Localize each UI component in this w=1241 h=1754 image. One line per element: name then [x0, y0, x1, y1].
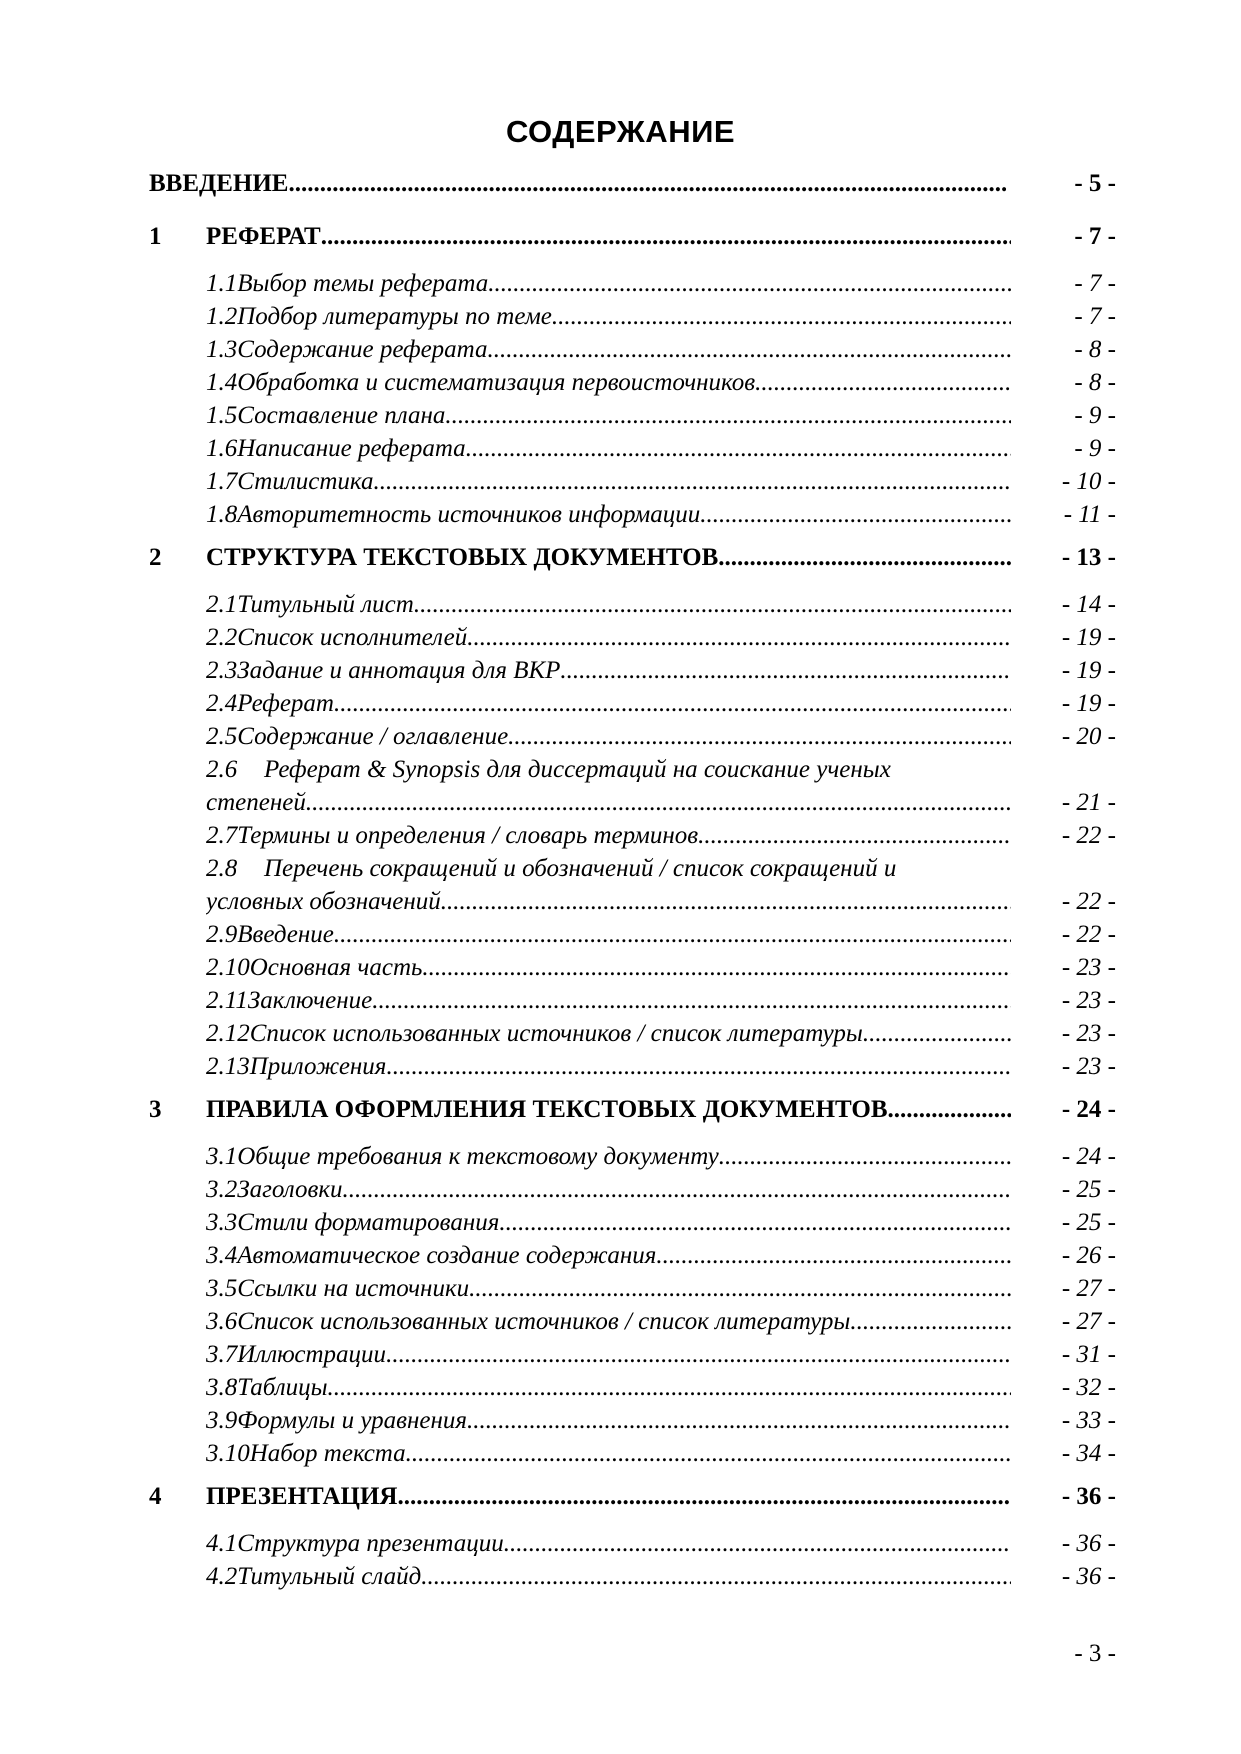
toc-entry-chapter[interactable] — [149, 542, 1116, 574]
toc-section-number: 3.3 — [206, 1209, 238, 1236]
toc-entry-section[interactable] — [149, 1174, 1116, 1206]
toc-entry-section[interactable] — [149, 1372, 1116, 1404]
toc-entry-section[interactable] — [149, 1306, 1116, 1338]
toc-entry-title: Реферат — [237, 690, 334, 717]
toc-entry-title: Общие требования к текстовому документу — [237, 1143, 719, 1170]
toc-section-number: 3.9 — [206, 1407, 238, 1434]
toc-page-number: - 7 - — [1074, 223, 1116, 250]
toc-entry-section[interactable] — [149, 268, 1116, 300]
toc-entry-section[interactable] — [149, 688, 1116, 720]
toc-page-number: - 33 - — [1061, 1407, 1116, 1434]
toc-entry-title: Заголовки — [237, 1176, 343, 1203]
toc-entry-section[interactable] — [149, 1207, 1116, 1239]
toc-entry-title: Подбор литературы по теме — [237, 303, 552, 330]
toc-chapter-number: 3 — [149, 1096, 162, 1123]
toc-section-number: 1.6 — [206, 435, 238, 462]
toc-entry-section[interactable] — [149, 985, 1116, 1017]
toc-section-number: 2.8 — [206, 855, 238, 882]
toc-entry-section[interactable] — [149, 1240, 1116, 1272]
toc-page-number: - 5 - — [1074, 170, 1116, 197]
toc-section-number: 2.6 — [206, 756, 238, 783]
toc-entry-section[interactable] — [149, 952, 1116, 984]
toc-entry-section[interactable] — [149, 1405, 1116, 1437]
toc-page-number: - 20 - — [1061, 723, 1116, 750]
toc-entry-section[interactable] — [149, 301, 1116, 333]
toc-entry-section[interactable] — [149, 1438, 1116, 1470]
toc-entry-title: Список использованных источников / список литературы — [249, 1020, 863, 1047]
toc-section-number: 2.13 — [206, 1053, 250, 1080]
toc-page-number: - 27 - — [1061, 1275, 1116, 1302]
toc-entry-section[interactable] — [149, 820, 1116, 852]
toc-entry-title: Термины и определения / словарь терминов — [237, 822, 699, 849]
toc-entry-section[interactable] — [149, 334, 1116, 366]
toc-section-number: 3.8 — [206, 1374, 238, 1401]
toc-chapter-number: 2 — [149, 544, 162, 571]
toc-entry-section[interactable] — [149, 721, 1116, 753]
toc-section-number: 2.12 — [206, 1020, 250, 1047]
toc-entry-section[interactable] — [149, 1018, 1116, 1050]
toc-page-number: - 10 - — [1061, 468, 1116, 495]
toc-page-number: - 27 - — [1061, 1308, 1116, 1335]
toc-entry-chapter[interactable] — [149, 1481, 1116, 1513]
toc-entry-section[interactable] — [149, 433, 1116, 465]
toc-page-number: - 32 - — [1061, 1374, 1116, 1401]
toc-page-number: - 26 - — [1061, 1242, 1116, 1269]
toc-page-number: - 23 - — [1061, 987, 1116, 1014]
toc-chapter-number: 1 — [149, 223, 162, 250]
toc-page-number: - 19 - — [1061, 690, 1116, 717]
toc-page-number: - 21 - — [1061, 789, 1116, 816]
toc-page-number: - 9 - — [1074, 435, 1116, 462]
toc-section-number: 2.3 — [206, 657, 238, 684]
toc-entry-section[interactable] — [149, 919, 1116, 951]
toc-page-number: - 23 - — [1061, 1053, 1116, 1080]
toc-section-number: 3.2 — [206, 1176, 238, 1203]
toc-section-number: 2.2 — [206, 624, 238, 651]
toc-section-number: 3.10 — [206, 1440, 250, 1467]
toc-entry-section[interactable] — [149, 589, 1116, 621]
toc-entry-title: Таблицы — [237, 1374, 328, 1401]
toc-entry-title: Титульный слайд — [237, 1563, 422, 1590]
toc-entry-title: РЕФЕРАТ — [206, 223, 321, 250]
toc-entry-title-continued: степеней — [206, 789, 306, 816]
toc-section-number: 2.7 — [206, 822, 238, 849]
toc-entry-section[interactable] — [149, 1141, 1116, 1173]
toc-page-number: - 7 - — [1074, 270, 1116, 297]
toc-entry-title: Ссылки на источники — [237, 1275, 470, 1302]
toc-entry-title: Заключение — [247, 987, 373, 1014]
toc-section-number: 2.4 — [206, 690, 238, 717]
toc-page-number: - 25 - — [1061, 1176, 1116, 1203]
toc-entry-title: Формулы и уравнения — [237, 1407, 467, 1434]
toc-entry-title: Список использованных источников / список литературы — [237, 1308, 851, 1335]
toc-entry-intro[interactable] — [149, 168, 1116, 200]
toc-page-number: - 23 - — [1061, 1020, 1116, 1047]
toc-entry-section[interactable] — [149, 1528, 1116, 1560]
toc-page-number: - 8 - — [1074, 336, 1116, 363]
toc-entry-title: ПРАВИЛА ОФОРМЛЕНИЯ ТЕКСТОВЫХ ДОКУМЕНТОВ — [206, 1096, 888, 1123]
toc-section-number: 3.5 — [206, 1275, 238, 1302]
toc-page-number: - 7 - — [1074, 303, 1116, 330]
toc-entry-title: Приложения — [249, 1053, 387, 1080]
toc-entry-title: Стили форматирования — [237, 1209, 500, 1236]
toc-section-number: 2.10 — [206, 954, 250, 981]
page-number-footer: - 3 - — [1074, 1640, 1116, 1667]
toc-entry-title: Содержание реферата — [237, 336, 488, 363]
toc-section-number: 1.3 — [206, 336, 238, 363]
toc-entry-section[interactable] — [149, 1561, 1116, 1593]
toc-entry-title: Содержание / оглавление — [237, 723, 509, 750]
toc-page-number: - 31 - — [1061, 1341, 1116, 1368]
toc-page-number: - 36 - — [1061, 1483, 1116, 1510]
toc-entry-title: Структура презентации — [237, 1530, 504, 1557]
toc-page-number: - 11 - — [1063, 501, 1116, 528]
toc-page-number: - 24 - — [1061, 1096, 1116, 1123]
toc-entry-title: Перечень сокращений и обозначений / список сокращений и — [264, 855, 897, 882]
toc-page-number: - 9 - — [1074, 402, 1116, 429]
toc-section-number: 3.6 — [206, 1308, 238, 1335]
toc-page-number: - 23 - — [1061, 954, 1116, 981]
toc-entry-section[interactable] — [149, 400, 1116, 432]
toc-entry-chapter[interactable] — [149, 1094, 1116, 1126]
toc-section-number: 4.2 — [206, 1563, 238, 1590]
toc-section-number: 2.1 — [206, 591, 238, 618]
toc-entry-title: Авторитетность источников информации — [237, 501, 701, 528]
toc-page-number: - 19 - — [1061, 624, 1116, 651]
toc-entry-title: СТРУКТУРА ТЕКСТОВЫХ ДОКУМЕНТОВ — [206, 544, 719, 571]
toc-entry-section[interactable] — [149, 466, 1116, 498]
toc-entry-title: ПРЕЗЕНТАЦИЯ — [206, 1483, 398, 1510]
toc-page-number: - 22 - — [1061, 888, 1116, 915]
toc-section-number: 3.1 — [206, 1143, 238, 1170]
toc-entry-title: Реферат & Synopsis для диссертаций на соискание ученых — [264, 756, 891, 783]
toc-section-number: 2.11 — [206, 987, 248, 1014]
toc-page-number: - 13 - — [1061, 544, 1116, 571]
toc-section-number: 1.4 — [206, 369, 238, 396]
toc-section-number: 1.8 — [206, 501, 238, 528]
toc-entry-chapter[interactable] — [149, 221, 1116, 253]
toc-section-number: 1.1 — [206, 270, 238, 297]
toc-entry-title: ВВЕДЕНИЕ — [149, 170, 289, 197]
toc-section-number: 2.9 — [206, 921, 238, 948]
toc-entry-title: Набор текста — [249, 1440, 406, 1467]
toc-entry-title: Список исполнителей — [237, 624, 468, 651]
toc-entry-title: Задание и аннотация для ВКР — [237, 657, 561, 684]
toc-section-number: 1.5 — [206, 402, 238, 429]
toc-section-number: 4.1 — [206, 1530, 238, 1557]
toc-entry-section[interactable] — [149, 853, 1116, 918]
toc-page-number: - 36 - — [1061, 1530, 1116, 1557]
toc-entry-section[interactable] — [149, 367, 1116, 399]
toc-page-number: - 36 - — [1061, 1563, 1116, 1590]
toc-entry-title: Иллюстрации — [237, 1341, 387, 1368]
toc-page-number: - 25 - — [1061, 1209, 1116, 1236]
page-title: СОДЕРЖАНИЕ — [505, 114, 736, 149]
toc-entry-section[interactable] — [149, 655, 1116, 687]
toc-entry-section[interactable] — [149, 1051, 1116, 1083]
toc-page-number: - 24 - — [1061, 1143, 1116, 1170]
toc-section-number: 1.7 — [206, 468, 238, 495]
toc-page-number: - 34 - — [1061, 1440, 1116, 1467]
toc-entry-section[interactable] — [149, 1273, 1116, 1305]
toc-entry-section[interactable] — [149, 1339, 1116, 1371]
toc-entry-title: Выбор темы реферата — [237, 270, 489, 297]
toc-entry-section[interactable] — [149, 499, 1116, 531]
toc-page-number: - 22 - — [1061, 921, 1116, 948]
toc-entry-title: Автоматическое создание содержания — [237, 1242, 657, 1269]
toc-entry-section[interactable] — [149, 622, 1116, 654]
toc-section-number: 3.7 — [206, 1341, 238, 1368]
toc-entry-title: Основная часть — [249, 954, 423, 981]
toc-section-number: 3.4 — [206, 1242, 238, 1269]
toc-page-number: - 22 - — [1061, 822, 1116, 849]
toc-entry-title: Обработка и систематизация первоисточников — [237, 369, 756, 396]
toc-entry-title: Составление плана — [237, 402, 446, 429]
toc-entry-title: Написание реферата — [237, 435, 466, 462]
toc-section-number: 1.2 — [206, 303, 238, 330]
toc-entry-section[interactable] — [149, 754, 1116, 819]
toc-entry-title: Стилистика — [237, 468, 374, 495]
toc-chapter-number: 4 — [149, 1483, 162, 1510]
toc-entry-title-continued: условных обозначений — [206, 888, 441, 915]
toc-page-number: - 8 - — [1074, 369, 1116, 396]
toc-section-number: 2.5 — [206, 723, 238, 750]
toc-page-number: - 14 - — [1061, 591, 1116, 618]
toc-entry-title: Введение — [237, 921, 334, 948]
toc-page-number: - 19 - — [1061, 657, 1116, 684]
toc-entry-title: Титульный лист — [237, 591, 414, 618]
